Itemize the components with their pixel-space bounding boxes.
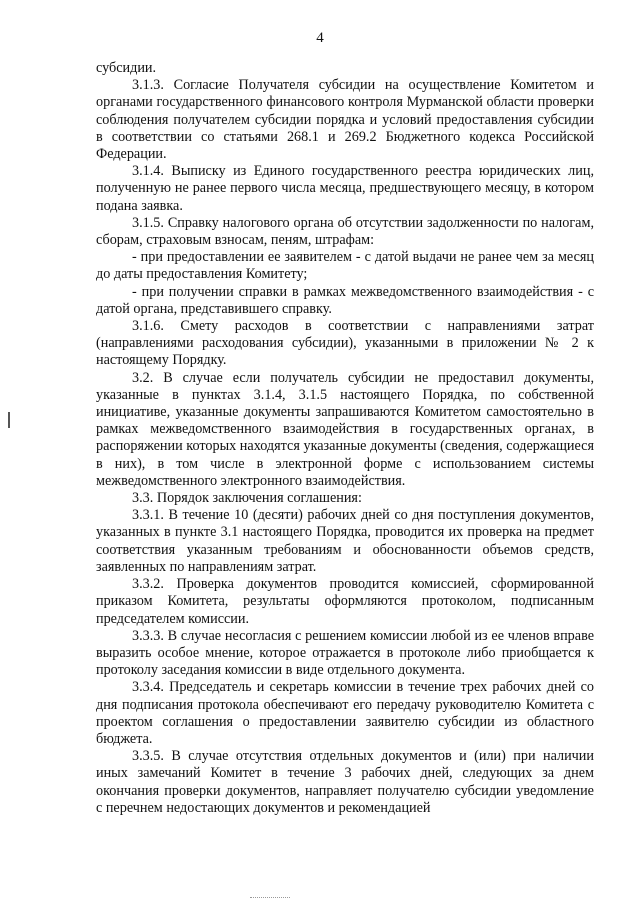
scan-artifact-mark — [8, 412, 10, 428]
paragraph-continuation: субсидии. — [96, 60, 157, 76]
paragraph-3-2: 3.2. В случае если получатель субсидии не предоставил документы, указанные в пунктах 3.1.4, 3.1.5 настоящего Порядка, по собственной инициативе, указанные документы запрашиваются Комитетом самостоятельно в рамках межведомственного взаимодействия в государственных органах, в распоряжении которых находятся указанные документы (сведения, содержащиеся в них), в том числе в электронной форме с использованием системы межведомственного электронного взаимодействия. — [96, 369, 594, 489]
paragraph-3-1-5: 3.1.5. Справку налогового органа об отсутствии задолженности по налогам, сборам, страховым взносам, пеням, штрафам: — [96, 214, 594, 249]
paragraph-3-3-4: 3.3.4. Председатель и секретарь комиссии в течение трех рабочих дней со дня подписания протокола обеспечивают его передачу руководителю Комитета с проектом соглашения о предоставлении заявителю субсидии из областного бюджета. — [96, 679, 594, 747]
paragraph-3-1-3: 3.1.3. Согласие Получателя субсидии на осуществление Комитетом и органами государственного финансового контроля Мурманской области проверки соблюдения получателем субсидии порядка и условий предоставления субсидии в соответствии со статьями 268.1 и 269.2 Бюджетного кодекса Российской Федерации. — [96, 77, 594, 163]
paragraph-3-3-5: 3.3.5. В случае отсутствия отдельных документов и (или) при наличии иных замечаний Комитет в течение 3 рабочих дней, следующих за днем окончания проверки документов, направляет получателю субсидии уведомление с перечнем недостающих документов и рекомендацией — [96, 748, 594, 816]
paragraph-3-1-5-item-1: - при предоставлении ее заявителем - с датой выдачи не ранее чем за месяц до даты предоставления Комитету; — [96, 249, 594, 283]
scan-artifact-dots — [250, 897, 290, 901]
paragraph-3-1-4: 3.1.4. Выписку из Единого государственного реестра юридических лиц, полученную не ранее первого числа месяца, предшествующего месяцу, в котором подана заявка. — [96, 163, 594, 214]
document-body — [96, 60, 594, 817]
page-number: 4 — [316, 30, 324, 46]
paragraph-3-1-6: 3.1.6. Смету расходов в соответствии с направлениями затрат (направлениями расходования субсидии), указанными в приложении № 2 к настоящему Порядку. — [96, 318, 594, 369]
paragraph-3-3-1: 3.3.1. В течение 10 (десяти) рабочих дней со дня поступления документов, указанных в пункте 3.1 настоящего Порядка, проводится их проверка на предмет соответствия указанным требованиям и обоснованности объемов средств, заявленных по направлениям затрат. — [96, 507, 594, 575]
paragraph-3-3-3: 3.3.3. В случае несогласия с решением комиссии любой из ее членов вправе выразить особое мнение, которое отражается в протоколе либо приобщается к протоколу заседания комиссии в виде отдельного документа. — [96, 627, 594, 679]
paragraph-3-1-5-item-2: - при получении справки в рамках межведомственного взаимодействия - с датой органа, представившего справку. — [96, 283, 594, 317]
paragraph-3-3-2: 3.3.2. Проверка документов проводится комиссией, сформированной приказом Комитета, результаты оформляются протоколом, подписанным председателем комиссии. — [96, 576, 594, 627]
paragraph-3-3: 3.3. Порядок заключения соглашения: — [132, 490, 362, 507]
